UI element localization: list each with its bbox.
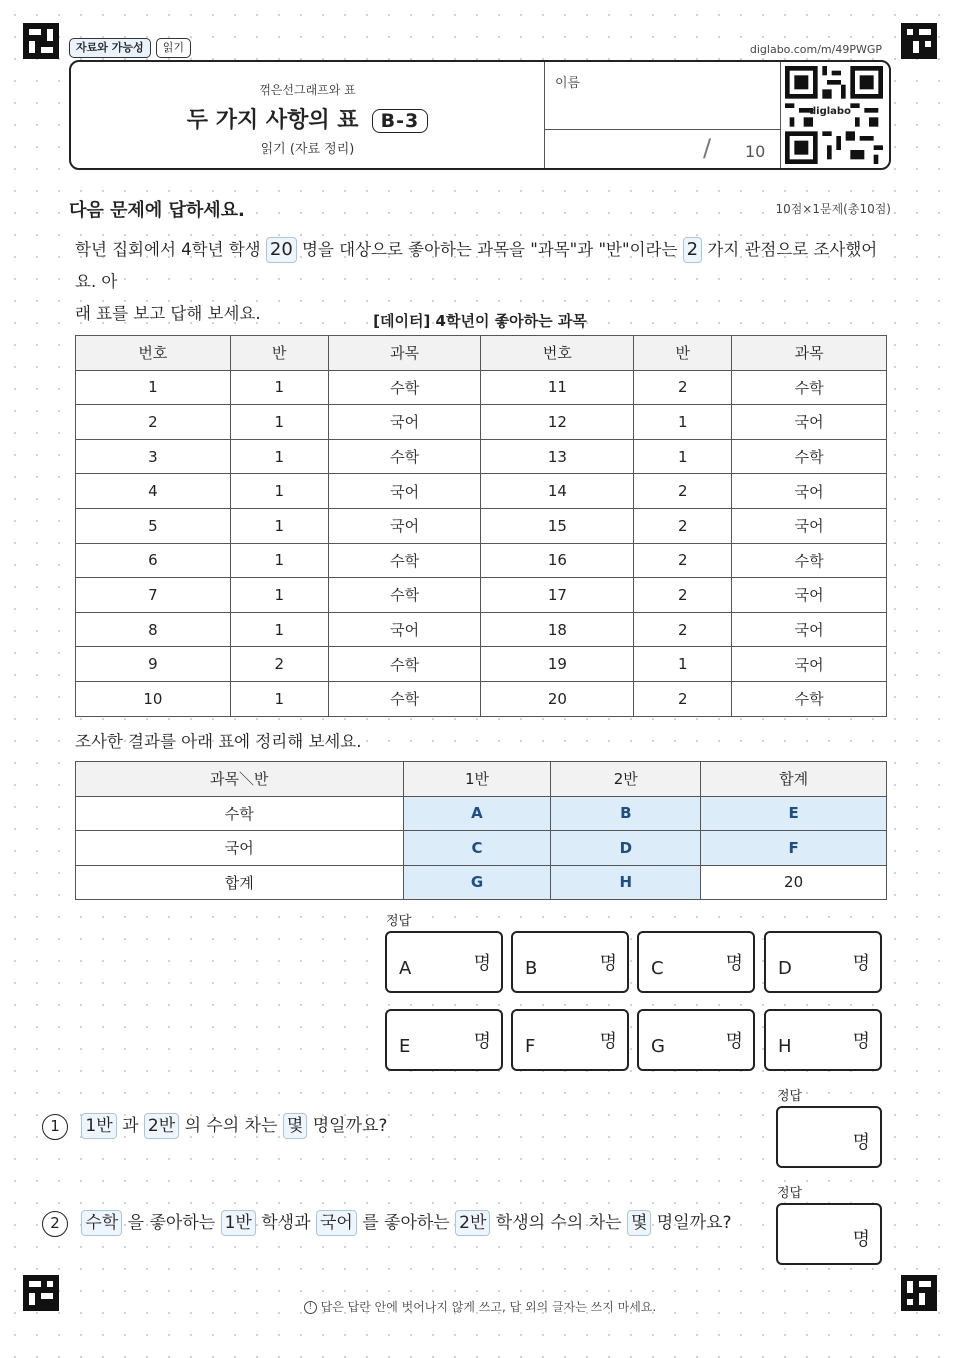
name-score-area — [545, 62, 781, 168]
table-cell: 2 — [76, 405, 231, 440]
table-row — [76, 865, 887, 900]
question-text: 의 수의 차는 — [184, 1116, 278, 1136]
question-keyword: 2반 — [144, 1113, 179, 1139]
table-cell: 2 — [634, 681, 732, 716]
row-label: 수학 — [76, 796, 404, 831]
answer-box-q1[interactable] — [776, 1106, 882, 1168]
header-cell: 합계 — [701, 762, 887, 797]
unit-subtitle: 꺾은선그래프와 표 — [259, 83, 356, 97]
unit-label: 명 — [599, 953, 617, 974]
table-cell: 2 — [634, 508, 732, 543]
table-cell: 수학 — [732, 543, 887, 578]
header-cell: 1반 — [403, 762, 551, 797]
table-cell: 국어 — [732, 405, 887, 440]
table-cell: 18 — [481, 612, 634, 647]
table-row — [76, 543, 887, 578]
question-keyword: 1반 — [81, 1113, 116, 1139]
name-label: 이름 — [555, 76, 581, 91]
data-table-caption: [데이터] 4학년이 좋아하는 과목 — [373, 312, 587, 330]
summary-header-row — [76, 762, 887, 797]
question-text: 과 — [122, 1116, 139, 1136]
question-text: 명일까요? — [312, 1116, 388, 1136]
student-count: 20 — [266, 237, 297, 263]
title-area — [71, 62, 545, 168]
question-number: 2 — [42, 1211, 68, 1237]
problem-text-part-2: 명을 대상으로 좋아하는 과목을 "과목"과 "반"이라는 — [302, 240, 678, 259]
blank-cell-f: F — [701, 831, 887, 866]
table-cell: 수학 — [328, 647, 481, 682]
score-total: 10 — [745, 142, 766, 161]
answer-box-g[interactable] — [637, 1009, 755, 1071]
footer-note-row — [0, 1298, 960, 1315]
header-cell: 반 — [634, 336, 732, 371]
table-cell: 1 — [230, 508, 328, 543]
table-cell: 12 — [481, 405, 634, 440]
data-table — [75, 335, 887, 717]
answer-letter: B — [525, 958, 538, 979]
qr-code[interactable] — [785, 66, 883, 164]
table-cell: 1 — [230, 439, 328, 474]
table-cell: 국어 — [732, 647, 887, 682]
table-cell: 2 — [634, 474, 732, 509]
row-label: 합계 — [76, 865, 404, 900]
blank-cell-c: C — [403, 831, 551, 866]
table-row — [76, 508, 887, 543]
answer-letter: E — [399, 1036, 411, 1057]
table-cell: 8 — [76, 612, 231, 647]
table-cell: 수학 — [328, 543, 481, 578]
table-cell: 국어 — [732, 612, 887, 647]
unit-label: 명 — [473, 1031, 491, 1052]
table-row — [76, 474, 887, 509]
page-title: 두 가지 사항의 표 — [186, 108, 359, 133]
table-cell: 수학 — [328, 681, 481, 716]
header-tags — [69, 36, 191, 58]
header-cell: 과목 — [328, 336, 481, 371]
table-cell: 9 — [76, 647, 231, 682]
summary-prompt: 조사한 결과를 아래 표에 정리해 보세요. — [75, 732, 362, 751]
unit-label: 명 — [852, 1031, 870, 1052]
category-tag: 자료와 가능성 — [69, 38, 151, 58]
table-cell: 국어 — [732, 508, 887, 543]
worksheet-url[interactable]: diglabo.com/m/49PWGP — [749, 43, 882, 56]
table-cell: 수학 — [732, 370, 887, 405]
question-1 — [42, 1112, 387, 1140]
table-cell: 6 — [76, 543, 231, 578]
answer-box-q2[interactable] — [776, 1203, 882, 1265]
summary-table — [75, 761, 887, 900]
question-text: 명일까요? — [656, 1213, 732, 1233]
answer-box-c[interactable] — [637, 931, 755, 993]
question-text: 학생의 수의 차는 — [495, 1213, 622, 1233]
worksheet-code: B-3 — [372, 109, 429, 133]
table-cell: 1 — [230, 681, 328, 716]
table-cell: 7 — [76, 578, 231, 613]
problem-text-part-1: 학년 집회에서 4학년 학생 — [75, 240, 261, 259]
table-cell: 1 — [634, 439, 732, 474]
table-cell: 1 — [634, 647, 732, 682]
answer-box-f[interactable] — [511, 1009, 629, 1071]
blank-cell-a: A — [403, 796, 551, 831]
answer-box-b[interactable] — [511, 931, 629, 993]
answer-label: 정답 — [386, 914, 412, 929]
answer-letter: H — [778, 1036, 792, 1057]
table-cell: 국어 — [328, 612, 481, 647]
blank-cell-d: D — [551, 831, 701, 866]
question-keyword: 1반 — [221, 1210, 256, 1236]
answer-box-e[interactable] — [385, 1009, 503, 1071]
points-info: 10점×1문제(총10점) — [775, 202, 891, 216]
answer-box-h[interactable] — [764, 1009, 882, 1071]
table-cell: 15 — [481, 508, 634, 543]
unit-label: 명 — [725, 1031, 743, 1052]
answer-letter: G — [651, 1036, 665, 1057]
table-cell: 국어 — [732, 474, 887, 509]
question-text: 을 좋아하는 — [127, 1213, 216, 1233]
unit-label: 명 — [852, 953, 870, 974]
answer-letter: F — [525, 1036, 536, 1057]
question-number: 1 — [42, 1114, 68, 1140]
question-keyword: 몇 — [627, 1210, 651, 1236]
table-cell: 1 — [230, 370, 328, 405]
table-row — [76, 439, 887, 474]
header-cell: 2반 — [551, 762, 701, 797]
answer-box-d[interactable] — [764, 931, 882, 993]
data-table-header-row — [76, 336, 887, 371]
answer-label: 정답 — [777, 1186, 803, 1201]
table-row — [76, 831, 887, 866]
unit-label: 명 — [725, 953, 743, 974]
table-cell: 1 — [230, 578, 328, 613]
score-slash: / — [703, 134, 712, 162]
table-cell: 수학 — [328, 439, 481, 474]
header-cell: 반 — [230, 336, 328, 371]
table-cell: 수학 — [732, 681, 887, 716]
table-cell: 10 — [76, 681, 231, 716]
name-field[interactable] — [545, 62, 780, 130]
table-row — [76, 647, 887, 682]
viewpoint-count: 2 — [683, 237, 702, 263]
mode-tag: 읽기 — [156, 38, 191, 58]
row-label: 국어 — [76, 831, 404, 866]
table-cell: 수학 — [328, 370, 481, 405]
instruction-heading: 다음 문제에 답하세요. — [69, 200, 245, 221]
footer-note: 답은 답란 안에 벗어나지 않게 쓰고, 답 외의 글자는 쓰지 마세요. — [320, 1300, 657, 1314]
table-cell: 1 — [230, 612, 328, 647]
corner-marker-top-left — [23, 23, 59, 59]
table-cell: 2 — [634, 543, 732, 578]
table-row — [76, 796, 887, 831]
header-cell: 번호 — [481, 336, 634, 371]
question-keyword: 2반 — [455, 1210, 490, 1236]
answer-letter: C — [651, 958, 664, 979]
table-cell: 14 — [481, 474, 634, 509]
header-box — [69, 60, 891, 170]
table-cell: 19 — [481, 647, 634, 682]
unit-label: 명 — [852, 1132, 870, 1153]
qr-caption: diglabo — [809, 106, 851, 117]
question-keyword: 수학 — [81, 1210, 122, 1236]
table-cell: 국어 — [328, 405, 481, 440]
table-cell: 1 — [634, 405, 732, 440]
table-cell: 1 — [230, 405, 328, 440]
table-cell: 수학 — [732, 439, 887, 474]
table-cell: 1 — [76, 370, 231, 405]
table-row — [76, 681, 887, 716]
corner-marker-top-right — [901, 23, 937, 59]
grand-total-cell: 20 — [701, 865, 887, 900]
answer-letter: D — [778, 958, 792, 979]
table-cell: 국어 — [328, 508, 481, 543]
question-keyword: 국어 — [316, 1210, 357, 1236]
table-cell: 2 — [634, 578, 732, 613]
table-cell: 20 — [481, 681, 634, 716]
table-row — [76, 612, 887, 647]
answer-box-a[interactable] — [385, 931, 503, 993]
table-cell: 국어 — [328, 474, 481, 509]
table-cell: 국어 — [732, 578, 887, 613]
table-cell: 수학 — [328, 578, 481, 613]
info-icon: ! — [304, 1301, 317, 1314]
table-cell: 13 — [481, 439, 634, 474]
unit-label: 명 — [473, 953, 491, 974]
question-text: 를 좋아하는 — [362, 1213, 450, 1233]
header-cell: 과목 — [732, 336, 887, 371]
table-row — [76, 578, 887, 613]
table-cell: 4 — [76, 474, 231, 509]
table-cell: 1 — [230, 474, 328, 509]
blank-cell-e: E — [701, 796, 887, 831]
blank-cell-h: H — [551, 865, 701, 900]
answer-label: 정답 — [777, 1089, 803, 1104]
problem-text-part-4: 래 표를 보고 답해 보세요. — [75, 304, 261, 323]
table-row — [76, 370, 887, 405]
table-row — [76, 405, 887, 440]
table-cell: 3 — [76, 439, 231, 474]
unit-label: 명 — [599, 1031, 617, 1052]
title-row — [71, 103, 544, 134]
table-cell: 5 — [76, 508, 231, 543]
table-cell: 17 — [481, 578, 634, 613]
header-cell: 과목＼반 — [76, 762, 404, 797]
table-cell: 2 — [230, 647, 328, 682]
table-cell: 2 — [634, 612, 732, 647]
table-cell: 11 — [481, 370, 634, 405]
question-2 — [42, 1209, 732, 1237]
blank-cell-g: G — [403, 865, 551, 900]
problem-text-part-3: 가지 관점으로 조사했어요. 아 — [75, 240, 878, 291]
table-cell: 2 — [634, 370, 732, 405]
question-text: 학생과 — [261, 1213, 311, 1233]
unit-label: 명 — [852, 1229, 870, 1250]
header-cell: 번호 — [76, 336, 231, 371]
page-caption: 읽기 (자료 정리) — [260, 142, 355, 157]
answer-letter: A — [399, 958, 412, 979]
blank-cell-b: B — [551, 796, 701, 831]
table-cell: 16 — [481, 543, 634, 578]
table-cell: 1 — [230, 543, 328, 578]
question-keyword: 몇 — [283, 1113, 307, 1139]
